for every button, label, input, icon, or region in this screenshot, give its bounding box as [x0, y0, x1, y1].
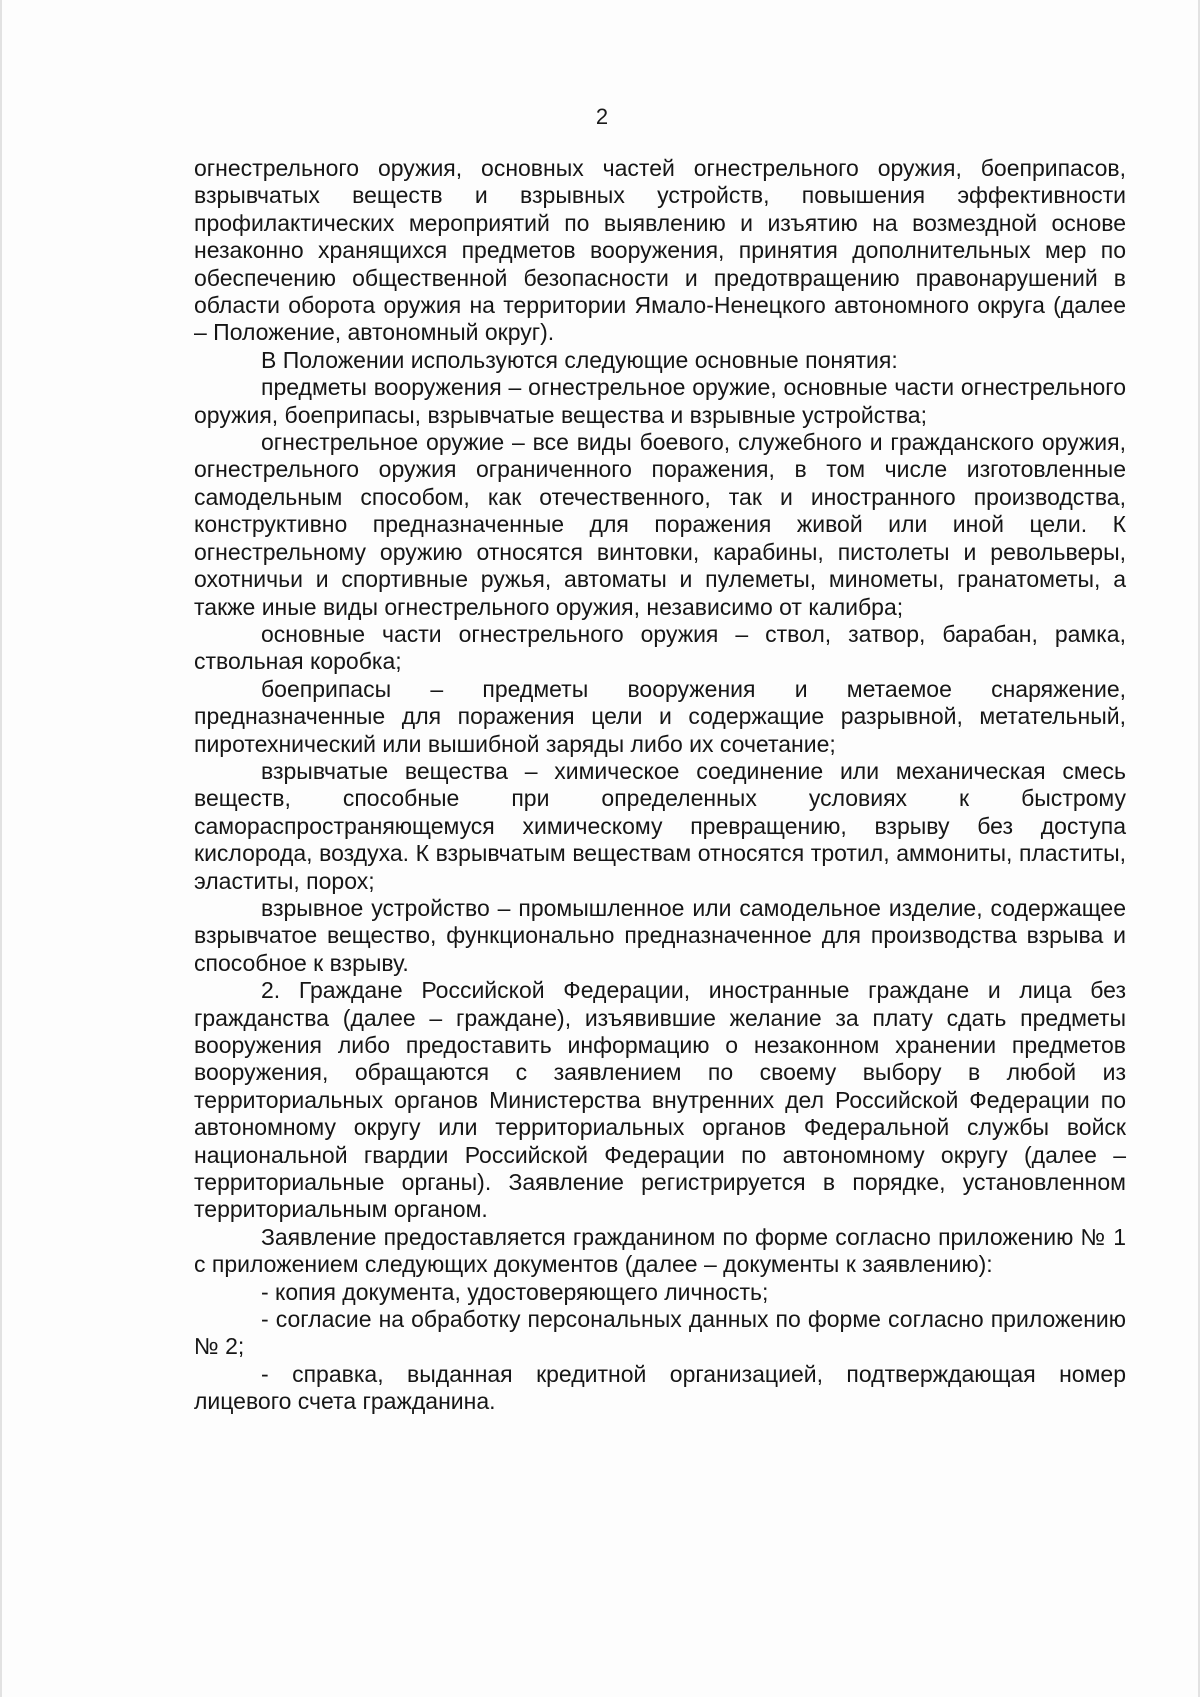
page-number: 2: [595, 104, 609, 129]
paragraph-section-2: 2. Граждане Российской Федерации, иностранные граждане и лица без гражданства (далее – граждане), изъявившие желание за плату сдать предметы вооружения либо предоставить информацию о незаконном хранении предметов вооружения, обращаются с заявлением по своему выбору в любой из территориальных органов Министерства внутренних дел Российской Федерации по автономному округу или территориальных органов Федеральной службы войск национальной гвардии Российской Федерации по автономному округу (далее – территориальные органы). Заявление регистрируется в порядке, установленном территориальным органом.: [194, 977, 1126, 1223]
paragraph-intro-continuation: огнестрельного оружия, основных частей огнестрельного оружия, боеприпасов, взрывчатых веществ и взрывных устройств, повышения эффективности профилактических мероприятий по выявлению и изъятию на возмездной основе незаконно хранящихся предметов вооружения, принятия дополнительных мер по обеспечению общественной безопасности и предотвращению правонарушений в области оборота оружия на территории Ямало-Ненецкого автономного округа (далее – Положение, автономный округ).: [194, 155, 1126, 346]
paragraph-application-form: Заявление предоставляется гражданином по форме согласно приложению № 1 с приложением следующих документов (далее – документы к заявлению):: [194, 1223, 1126, 1278]
list-item-personal-data-consent: - согласие на обработку персональных данных по форме согласно приложению № 2;: [194, 1306, 1126, 1360]
list-item-bank-certificate: - справка, выданная кредитной организацией, подтверждающая номер лицевого счета гражданина.: [194, 1360, 1126, 1415]
paragraph-definitions-intro: В Положении используются следующие основные понятия:: [261, 346, 898, 373]
document-body: [194, 155, 1126, 1416]
list-item-identity-document: - копия документа, удостоверяющего личность;: [261, 1278, 769, 1305]
paragraph-definition-explosives: взрывчатые вещества – химическое соединение или механическая смесь веществ, способные при определенных условиях к быстрому самораспространяющемуся химическому превращению, взрыву без доступа кислорода, воздуха. К взрывчатым веществам относятся тротил, аммониты, пластиты, эластиты, порох;: [194, 757, 1126, 894]
paragraph-definition-weapons-items: предметы вооружения – огнестрельное оружие, основные части огнестрельного оружия, боеприпасы, взрывчатые вещества и взрывные устройства;: [194, 374, 1126, 428]
paragraph-definition-firearm-parts: основные части огнестрельного оружия – ствол, затвор, барабан, рамка, ствольная коробка;: [194, 620, 1126, 675]
paragraph-definition-ammunition: боеприпасы – предметы вооружения и метаемое снаряжение, предназначенные для поражения цели и содержащие разрывной, метательный, пиротехнический или вышибной заряды либо их сочетание;: [194, 675, 1126, 757]
paragraph-definition-explosive-device: взрывное устройство – промышленное или самодельное изделие, содержащее взрывчатое вещество, функционально предназначенное для производства взрыва и способное к взрыву.: [194, 894, 1126, 976]
paragraph-definition-firearms: огнестрельное оружие – все виды боевого, служебного и гражданского оружия, огнестрельного оружия ограниченного поражения, в том числе изготовленные самодельным способом, как отечественного, так и иностранного производства, конструктивно предназначенные для поражения живой или иной цели. К огнестрельному оружию относятся винтовки, карабины, пистолеты и револьверы, охотничьи и спортивные ружья, автоматы и пулеметы, минометы, гранатометы, а также иные виды огнестрельного оружия, независимо от калибра;: [194, 429, 1126, 620]
